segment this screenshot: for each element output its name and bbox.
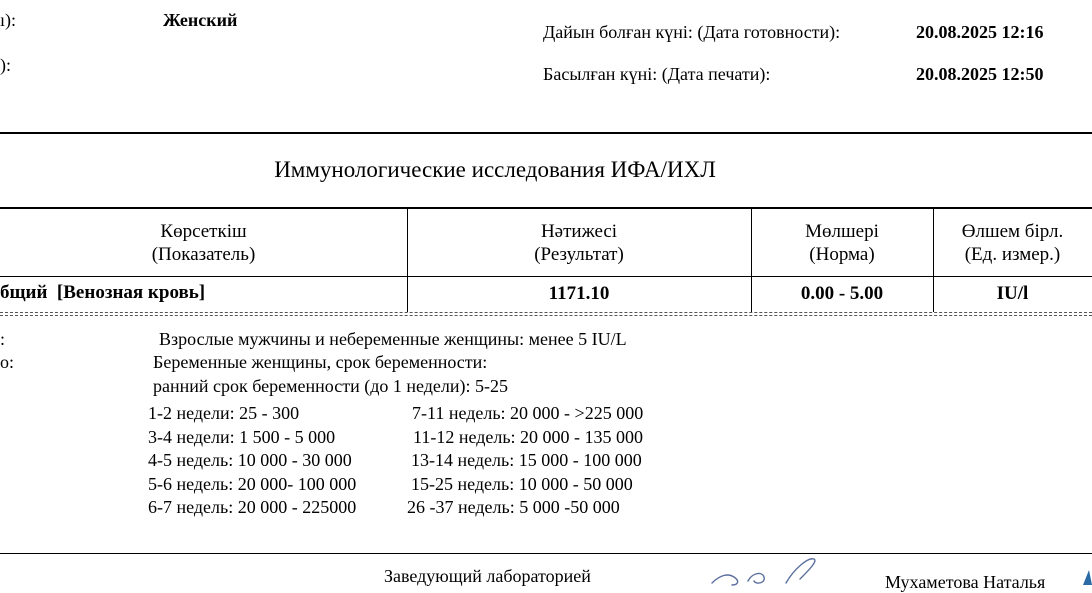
note-fragment-2: o: xyxy=(0,352,15,372)
divider-bottom xyxy=(0,553,1092,554)
week-item: 26 -37 недель: 5 000 -50 000 xyxy=(407,497,620,517)
header-result-ru: (Результат) xyxy=(534,244,624,265)
print-date-value: 20.08.2025 12:50 xyxy=(916,64,1044,84)
stamp-edge-icon xyxy=(1083,570,1092,585)
header-indicator-kz: Көрсеткіш xyxy=(160,221,247,242)
week-item: 7-11 недель: 20 000 - >225 000 xyxy=(412,403,644,423)
header-result-kz: Нәтижесі xyxy=(540,221,618,242)
header-unit xyxy=(933,220,1092,266)
week-range-left xyxy=(148,402,356,520)
week-range-right xyxy=(407,402,643,520)
header-unit-kz: Өлшем бірл. xyxy=(961,221,1064,242)
header-result xyxy=(407,220,751,266)
row2-label-fragment: ): xyxy=(0,55,11,75)
row-indicator: бщий [Венозная кровь] xyxy=(0,282,206,303)
table-top-border xyxy=(0,207,1092,209)
week-item: 6-7 недель: 20 000 - 225000 xyxy=(148,497,357,517)
row-result: 1171.10 xyxy=(548,283,610,304)
row-unit: IU/l xyxy=(996,283,1029,304)
section-title: Иммунологические исследования ИФА/ИХЛ xyxy=(274,157,716,182)
table-bottom-border-2 xyxy=(0,315,1092,316)
row-norm: 0.00 - 5.00 xyxy=(800,283,884,304)
note-fragment-1: : xyxy=(0,329,6,349)
table-header-border xyxy=(0,276,1092,277)
divider-top xyxy=(0,132,1092,134)
week-item: 13-14 недель: 15 000 - 100 000 xyxy=(411,450,642,470)
header-norm-ru: (Норма) xyxy=(809,244,875,265)
table-bottom-border xyxy=(0,312,1092,313)
ready-date-value: 20.08.2025 12:16 xyxy=(916,22,1044,42)
week-item: 4-5 недель: 10 000 - 30 000 xyxy=(148,450,352,470)
ready-date-label: Дайын болған күні: (Дата готовности): xyxy=(543,22,841,42)
week-item: 3-4 недели: 1 500 - 5 000 xyxy=(148,426,336,447)
week-item: 15-25 недель: 10 000 - 50 000 xyxy=(411,473,633,494)
note-line-2: Беременные женщины, срок беременности: xyxy=(153,352,488,372)
note-line-3: ранний срок беременности (до 1 недели): 5-25 xyxy=(153,376,509,396)
lab-head-name: Мухаметова Наталья xyxy=(885,572,1046,592)
gender-label-fragment: ı): xyxy=(0,10,16,30)
signature-image xyxy=(690,555,840,587)
header-norm-kz: Мөлшері xyxy=(805,221,879,242)
note-line-1: Взрослые мужчины и небеременные женщины: менее 5 IU/L xyxy=(159,329,627,349)
gender-value: Женский xyxy=(163,10,238,30)
week-item: 1-2 недели: 25 - 300 xyxy=(148,403,300,423)
week-item: 11-12 недель: 20 000 - 135 000 xyxy=(413,426,644,447)
header-indicator-ru: (Показатель) xyxy=(151,244,256,265)
header-indicator xyxy=(0,220,407,266)
print-date-label: Басылған күні: (Дата печати): xyxy=(543,64,771,84)
header-unit-ru: (Ед. измер.) xyxy=(964,244,1061,265)
header-norm xyxy=(751,220,933,266)
lab-head-title: Заведующий лабораторией xyxy=(384,566,591,586)
week-item: 5-6 недель: 20 000- 100 000 xyxy=(148,473,357,494)
